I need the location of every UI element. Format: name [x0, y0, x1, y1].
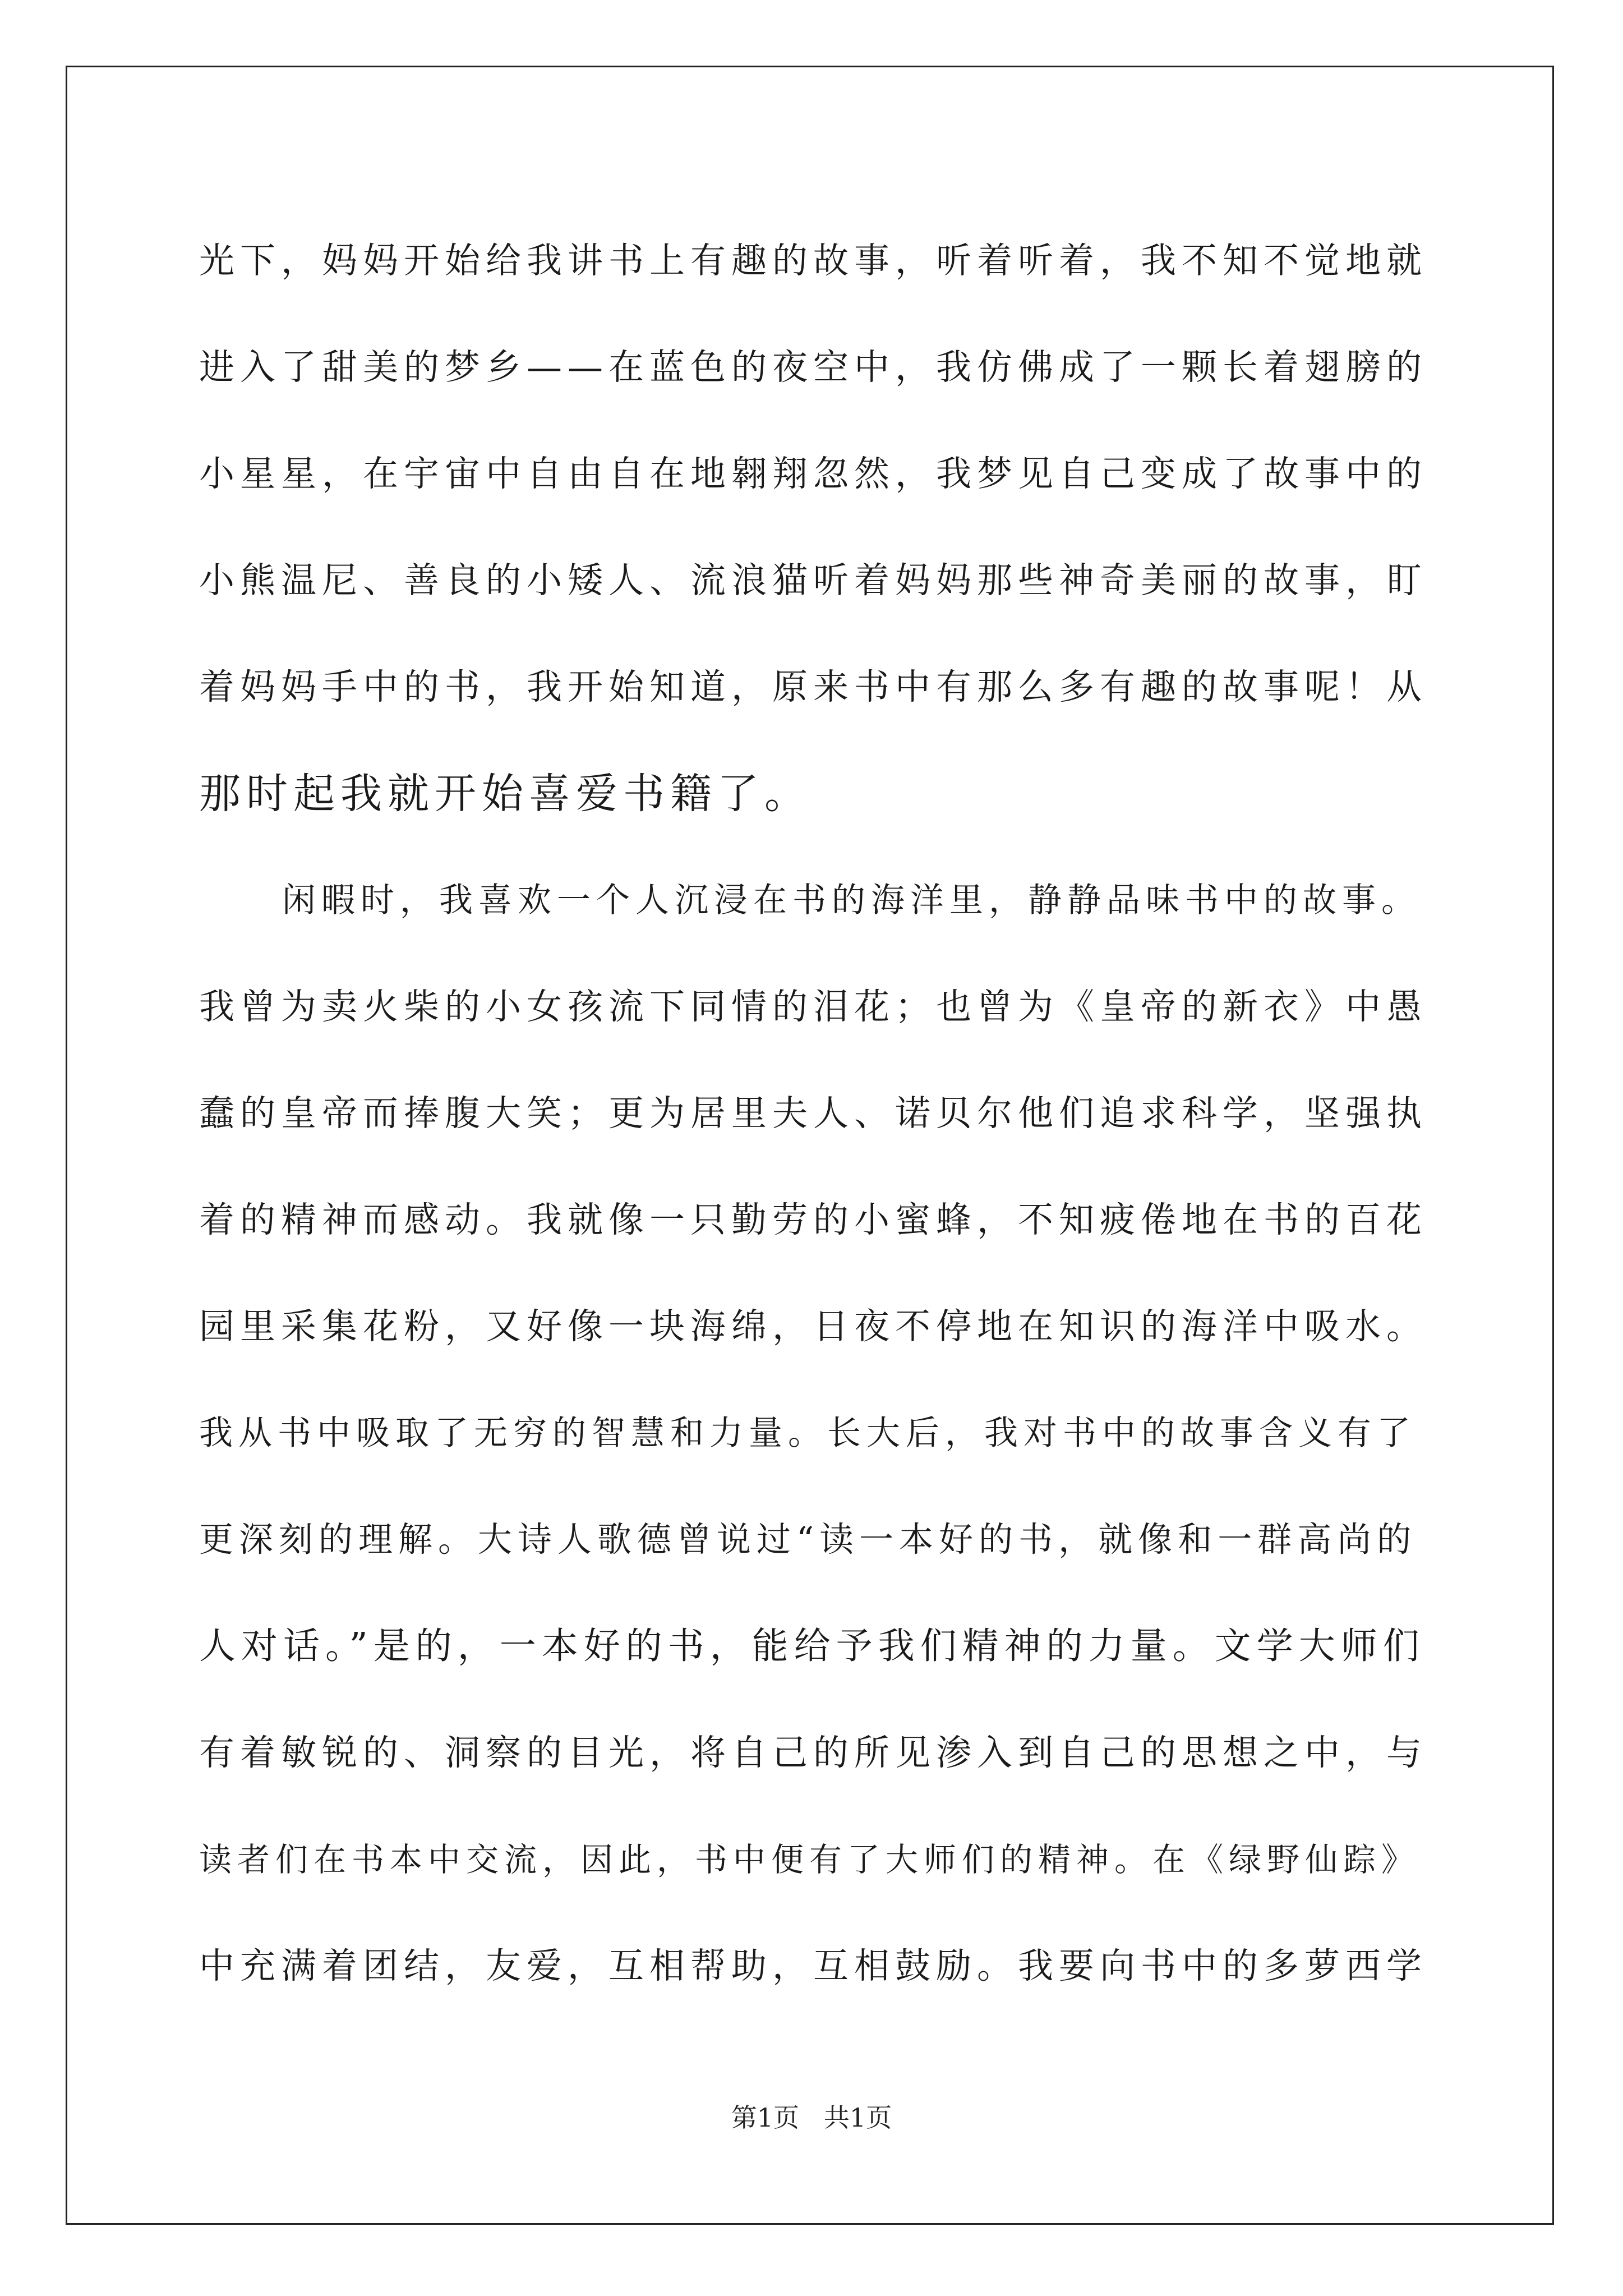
- text-line-4: 小熊温尼、善良的小矮人、流浪猫听着妈妈那些神奇美丽的故事，盯: [199, 560, 1427, 601]
- document-body: [199, 208, 1433, 2019]
- text-line-9: 蠢的皇帝而捧腹大笑；更为居里夫人、诺贝尔他们追求科学，坚强执: [199, 1093, 1427, 1134]
- text-line-17: 中充满着团结，友爱，互相帮助，互相鼓励。我要向书中的多萝西学: [199, 1945, 1427, 1986]
- text-line-8: 我曾为卖火柴的小女孩流下同情的泪花；也曾为《皇帝的新衣》中愚: [199, 986, 1427, 1027]
- text-line-5: 着妈妈手中的书，我开始知道，原来书中有那么多有趣的故事呢！从: [199, 666, 1427, 707]
- text-line-14: 人对话。”是的，一本好的书，能给予我们精神的力量。文学大师们: [199, 1625, 1425, 1667]
- page-number-footer: 第1页 共1页: [731, 2102, 892, 2133]
- text-line-6: 那时起我就开始喜爱书籍了。: [199, 770, 811, 818]
- text-line-1: 光下，妈妈开始给我讲书上有趣的故事，听着听着，我不知不觉地就: [199, 240, 1427, 281]
- text-line-13: 更深刻的理解。大诗人歌德曾说过“读一本好的书，就像和一群高尚的: [199, 1520, 1417, 1559]
- text-line-3: 小星星，在宇宙中自由自在地翱翔忽然，我梦见自己变成了故事中的: [199, 453, 1427, 494]
- text-line-10: 着的精神而感动。我就像一只勤劳的小蜜蜂，不知疲倦地在书的百花: [199, 1199, 1427, 1240]
- text-line-15: 有着敏锐的、洞察的目光，将自己的所见渗入到自己的思想之中，与: [199, 1732, 1427, 1773]
- text-line-2: 进入了甜美的梦乡——在蓝色的夜空中，我仿佛成了一颗长着翅膀的: [199, 347, 1427, 388]
- text-line-12: 我从书中吸取了无穷的智慧和力量。长大后，我对书中的故事含义有了: [199, 1414, 1416, 1453]
- text-line-16: 读者们在书本中交流，因此，书中便有了大师们的精神。在《绿野仙踪》: [199, 1841, 1420, 1879]
- text-line-7-paragraph-start: 闲暇时，我喜欢一个人沉浸在书的海洋里，静静品味书中的故事。: [282, 881, 1421, 920]
- text-line-11: 园里采集花粉，又好像一块海绵，日夜不停地在知识的海洋中吸水。: [199, 1306, 1427, 1347]
